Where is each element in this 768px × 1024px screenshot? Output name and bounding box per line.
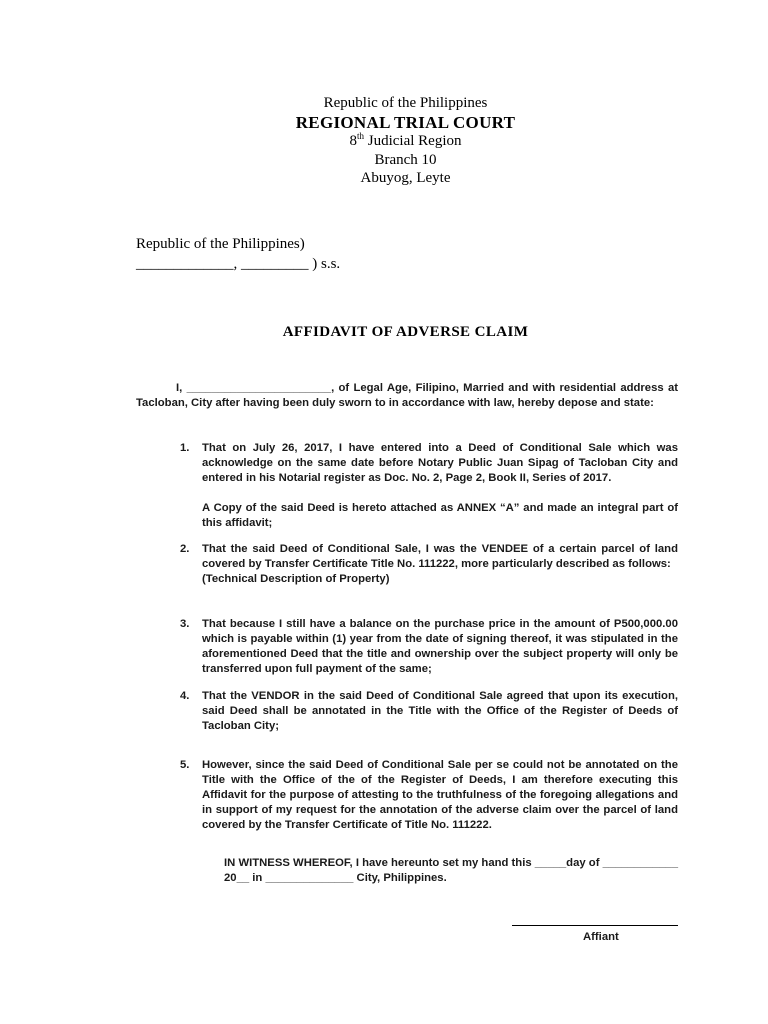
list-item: 4. That the VENDOR in the said Deed of Conditional Sale agreed that upon its execution, said Deed shall be annotated in the Title with the Office of the Register of Deeds of Tacloban City; bbox=[180, 690, 678, 732]
list-item: 2. That the said Deed of Conditional Sale, I was the VENDEE of a certain parcel of land covered by Transfer Certificate Title No. 111222, more particularly described as follows: (Technical Description of Property) bbox=[180, 543, 678, 585]
document-title: AFFIDAVIT OF ADVERSE CLAIM bbox=[282, 324, 529, 340]
intro-paragraph: I, _______________________, of Legal Age, Filipino, Married and with residential address at Tacloban, City after having been duly sworn to in accordance with law, hereby depose and state: bbox=[136, 382, 678, 409]
court-name: REGIONAL TRIAL COURT bbox=[295, 113, 516, 132]
branch: Branch 10 bbox=[374, 152, 437, 168]
list-item: 1. That on July 26, 2017, I have entered into a Deed of Conditional Sale which was acknowledge on the same date before Notary Public Juan Sipag of Tacloban City and entered in his Notarial register as Doc. No. 2, Page 2, Book II, Series of 2017. A Copy of the said Deed is hereto attached as ANNEX “A” and made an integral part of this affidavit; bbox=[180, 442, 678, 529]
affiant-label: Affiant bbox=[583, 931, 619, 943]
header-republic: Republic of the Philippines bbox=[323, 95, 488, 111]
court-location: Abuyog, Leyte bbox=[360, 170, 451, 186]
judicial-region: 8th Judicial Region bbox=[349, 131, 462, 149]
list-item: 3. That because I still have a balance on the purchase price in the amount of P500,000.00 which is payable within (1) year from the date of signing thereof, it was stipulated in the aforementioned Deed that the title and ownership over the subject property will only be transferred upon full payment of the same; bbox=[180, 618, 678, 675]
venue-republic: Republic of the Philippines) bbox=[136, 236, 305, 252]
witness-clause: IN WITNESS WHEREOF, I have hereunto set my hand this _____day of ____________ 20__ in ______________ City, Philippines. bbox=[224, 857, 678, 884]
list-item: 5. However, since the said Deed of Conditional Sale per se could not be annotated on the Title with the Office of the of the Register of Deeds, I am therefore executing this Affidavit for the purpose of attesting to the truthfulness of the foregoing allegations and in support of my request for the annotation of the adverse claim over the parcel of land covered by the Transfer Certificate of Title No. 111222. bbox=[180, 759, 678, 831]
venue-blank: _____________, _________ ) s.s. bbox=[136, 256, 341, 272]
signature-line bbox=[512, 925, 678, 926]
